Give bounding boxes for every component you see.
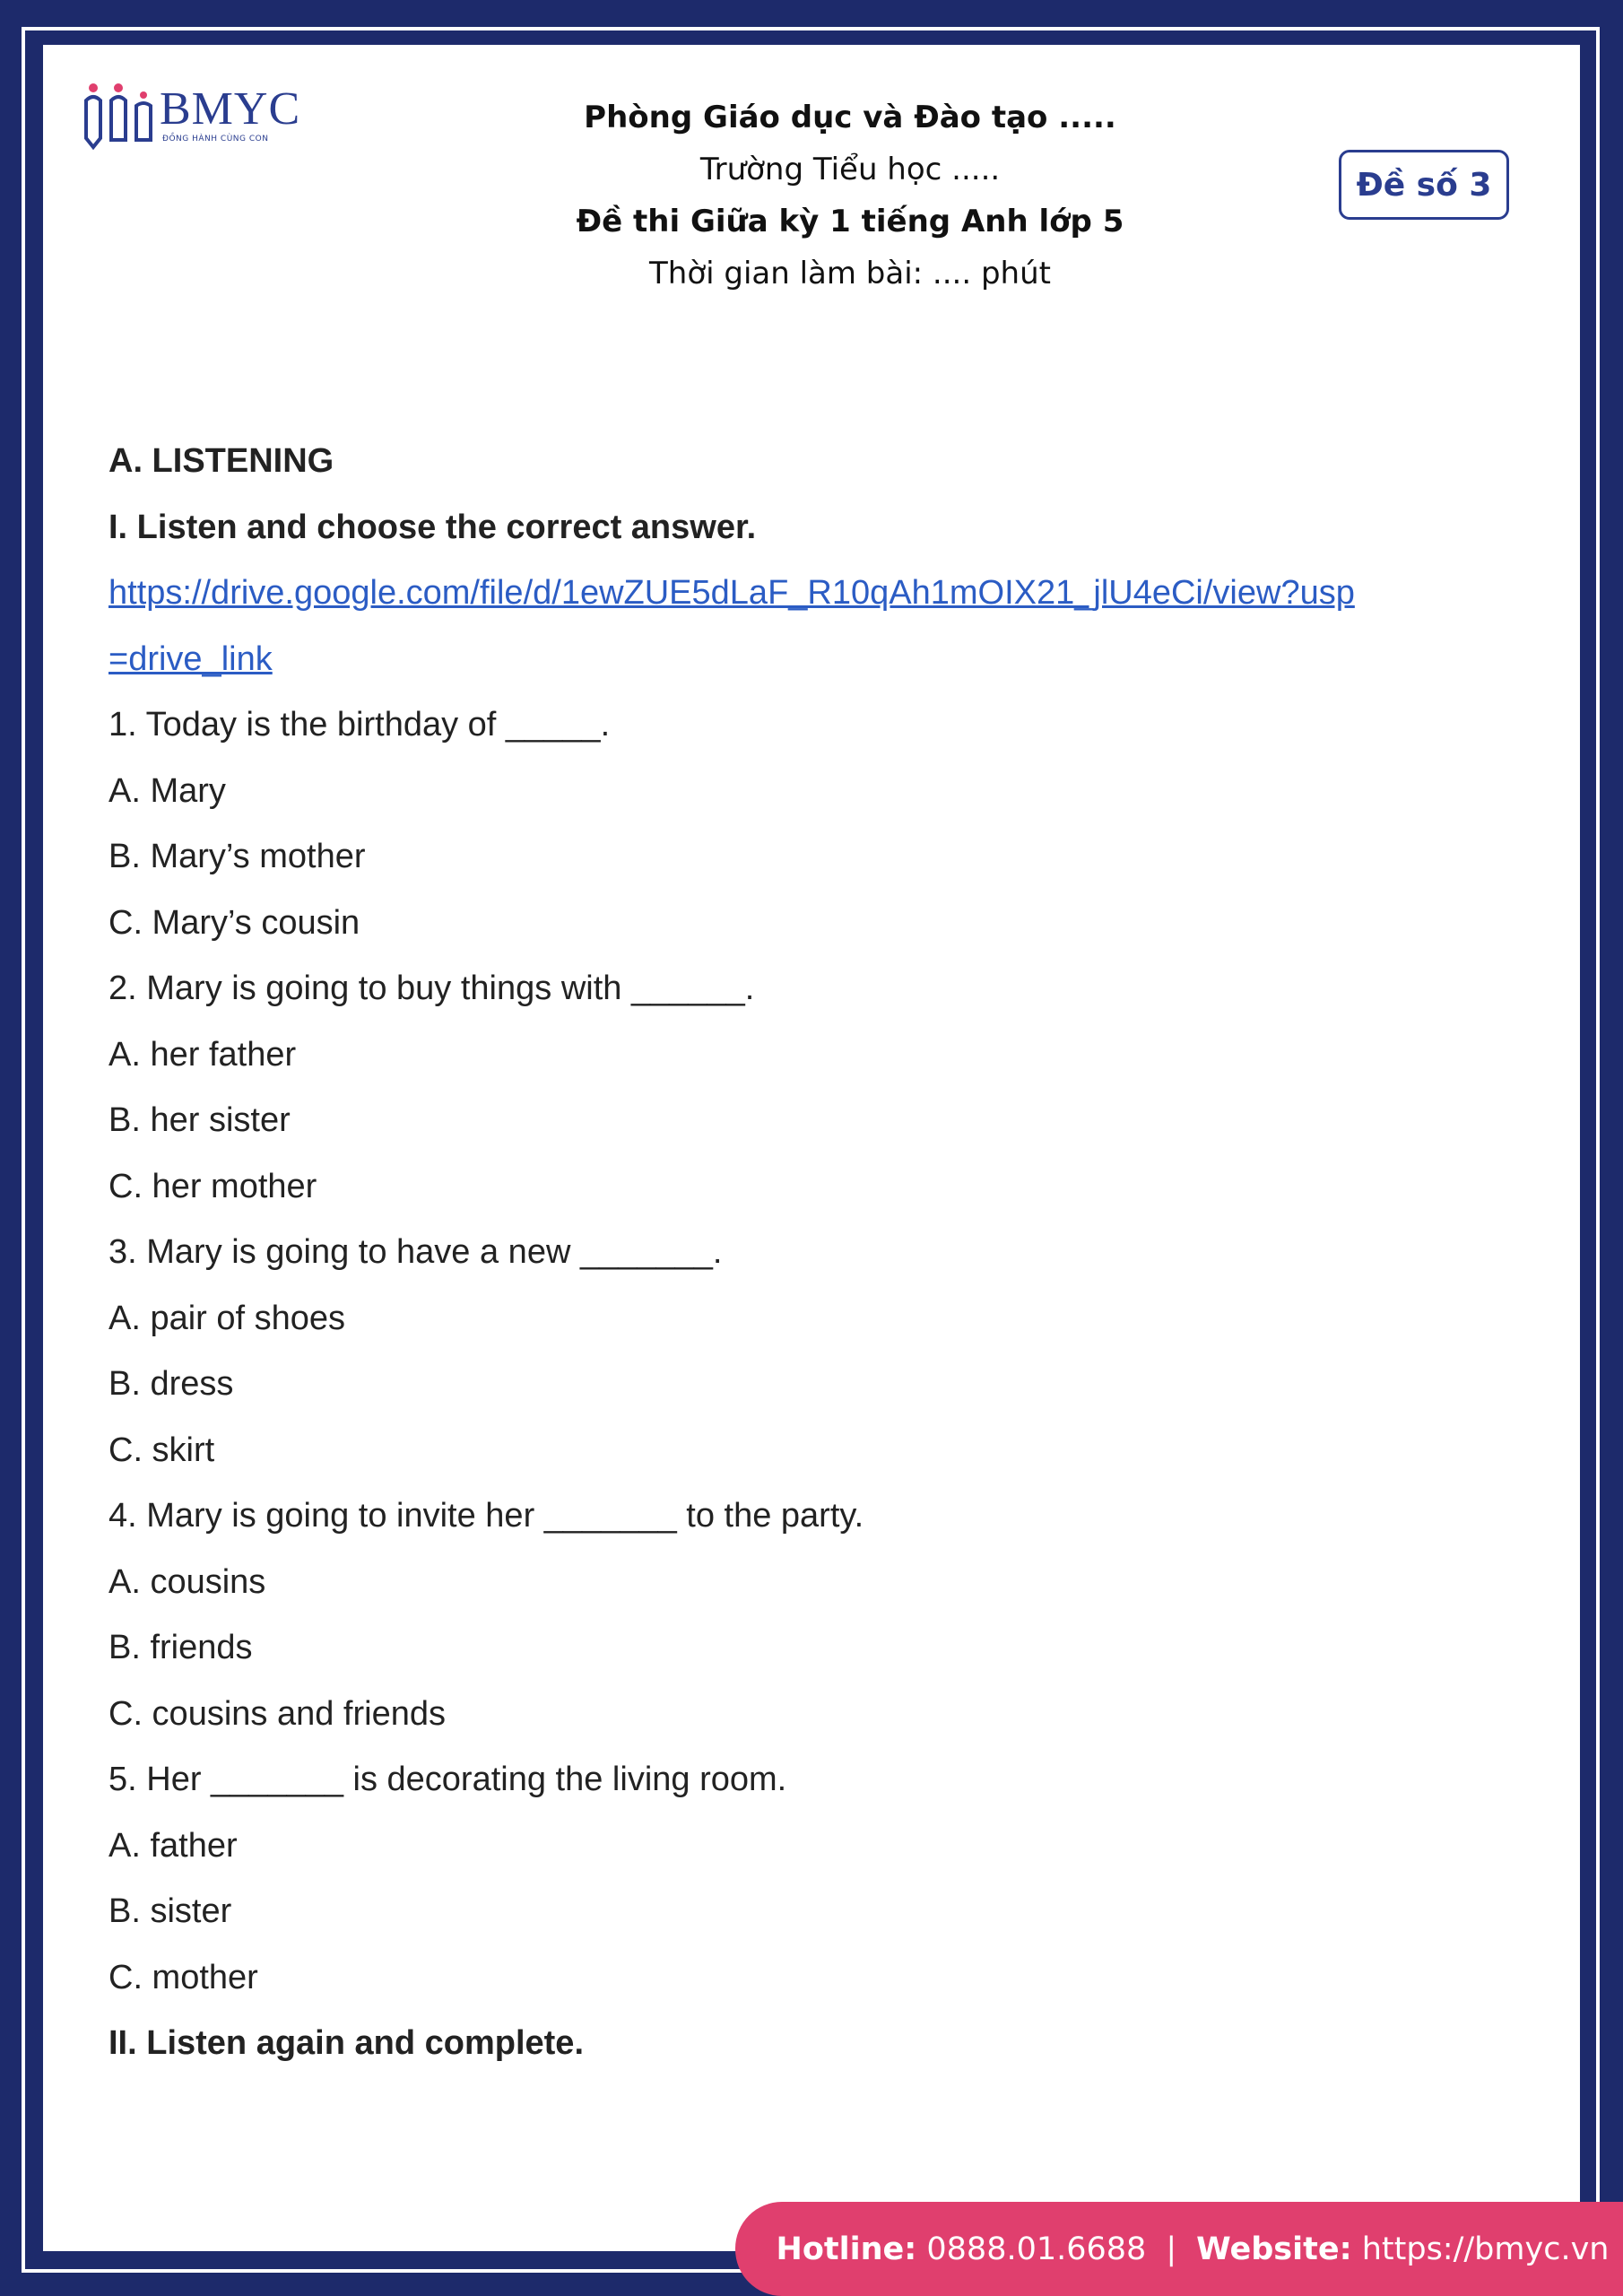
option-c: C. her mother xyxy=(108,1167,317,1205)
option-a: A. pair of shoes xyxy=(108,1299,346,1337)
option-c: C. cousins and friends xyxy=(108,1694,446,1733)
option-a: A. her father xyxy=(108,1035,297,1074)
exam-header xyxy=(402,91,1298,300)
option-b: B. Mary’s mother xyxy=(108,838,366,875)
option-a: A. Mary xyxy=(108,771,226,810)
option-b: B. her sister xyxy=(108,1101,291,1139)
question-2: 2. Mary is going to buy things with ______. xyxy=(108,970,755,1007)
option-c: C. mother xyxy=(108,1958,258,1996)
option-c: C. skirt xyxy=(108,1431,215,1469)
part-2-title: II. Listen again and complete. xyxy=(108,2024,584,2062)
question-4: 4. Mary is going to invite her _______ to the party. xyxy=(108,1497,864,1535)
question-3: 3. Mary is going to have a new _______. xyxy=(108,1233,723,1271)
contact-footer xyxy=(735,2202,1623,2296)
option-b: B. friends xyxy=(108,1629,253,1666)
option-a: A. father xyxy=(108,1826,238,1865)
question-5: 5. Her _______ is decorating the living room. xyxy=(108,1761,787,1798)
audio-link-continued[interactable]: =drive_link xyxy=(108,639,273,678)
hotline-number[interactable]: 0888.01.6688 xyxy=(926,2231,1147,2267)
footer-separator: | xyxy=(1166,2231,1177,2267)
brand-name: BMYC xyxy=(160,83,301,135)
part-1-title: I. Listen and choose the correct answer. xyxy=(108,508,757,546)
exam-number-badge: Đề số 3 xyxy=(1339,150,1509,220)
exam-title: Đề thi Giữa kỳ 1 tiếng Anh lớp 5 xyxy=(576,204,1124,239)
question-1: 1. Today is the birthday of _____. xyxy=(108,706,611,744)
section-heading: A. LISTENING xyxy=(108,442,334,480)
audio-link[interactable]: https://drive.google.com/file/d/1ewZUE5dLaF_R10qAh1mOIX21_jlU4eCi/view?usp xyxy=(108,574,1355,612)
hotline-label: Hotline: xyxy=(776,2231,917,2267)
option-c: C. Mary’s cousin xyxy=(108,903,360,942)
document-page xyxy=(43,45,1580,2251)
website-label: Website: xyxy=(1196,2231,1352,2267)
option-a: A. cousins xyxy=(108,1562,266,1601)
exam-content xyxy=(108,429,1525,2077)
time-line: Thời gian làm bài: .... phút xyxy=(649,256,1051,291)
option-b: B. sister xyxy=(108,1892,232,1930)
option-b: B. dress xyxy=(108,1365,234,1403)
department-line: Phòng Giáo dục và Đào tạo ..... xyxy=(584,100,1116,135)
brand-tagline: ĐỒNG HÀNH CÙNG CON xyxy=(162,135,269,144)
website-link[interactable]: https://bmyc.vn xyxy=(1361,2231,1610,2267)
school-line: Trường Tiểu học ..... xyxy=(699,152,1001,187)
